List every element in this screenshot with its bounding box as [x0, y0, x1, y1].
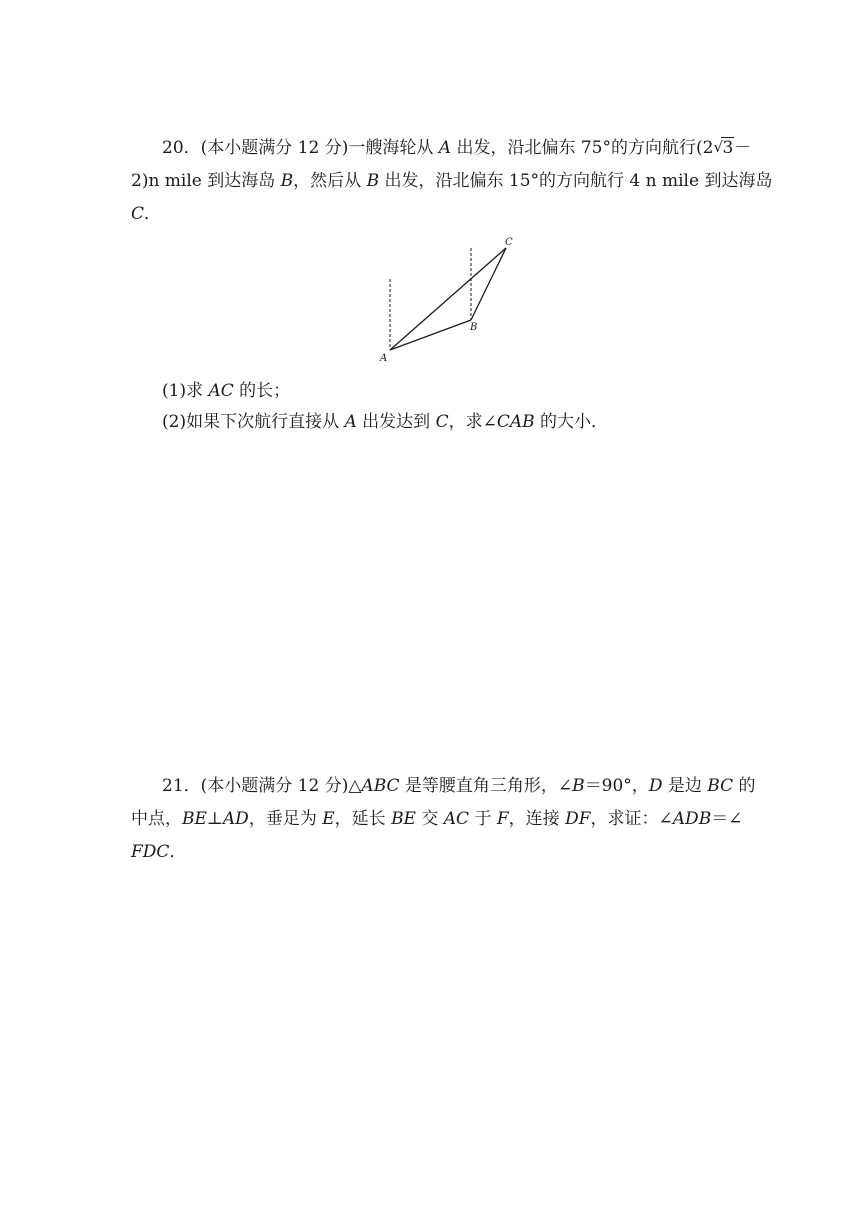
text-run: 2)n mile 到达海岛 [131, 171, 281, 191]
score-note: (本小题满分 12 分)△ [200, 776, 362, 796]
segment-bc [471, 248, 506, 320]
angle-label: CAB [496, 412, 535, 432]
text-run: 中点， [131, 809, 182, 829]
segment-label: BE [391, 809, 416, 829]
question-21-line-3 [131, 836, 729, 869]
segment-label: DF [565, 809, 591, 829]
point-label: B [572, 776, 585, 796]
text-run: ＝90°， [584, 776, 649, 796]
text-run: (1)求 [162, 381, 209, 401]
text-run: 的 [733, 776, 756, 796]
text-run: ． [169, 842, 187, 862]
point-label: A [344, 412, 357, 432]
sqrt-argument: 3 [722, 138, 734, 158]
question-20-line-1 [131, 132, 752, 165]
text-run: ⊥ [206, 809, 223, 829]
sub-question-2 [162, 410, 608, 434]
sqrt-expression [713, 132, 734, 165]
segment-ac [390, 248, 506, 350]
question-21-line-2 [131, 803, 743, 836]
question-20 [131, 132, 773, 231]
label-c: C [505, 237, 513, 248]
text-run: ，求∠ [448, 412, 497, 432]
question-21-line-1 [131, 770, 756, 803]
label-a: A [380, 353, 388, 364]
text-run: 交 [415, 809, 444, 829]
radical-sign: √ [713, 138, 723, 156]
question-21 [131, 770, 756, 869]
point-label: C [131, 204, 145, 224]
text-run: 是边 [662, 776, 708, 796]
label-b: B [470, 322, 478, 333]
text-run: ，垂足为 [248, 809, 323, 829]
segment-label: BE [182, 809, 207, 829]
point-label: A [438, 138, 452, 158]
point-label: C [435, 412, 449, 432]
triangle-label: ABC [361, 776, 400, 796]
segment-label: AC [443, 809, 470, 829]
segment-ab [390, 320, 471, 350]
text-run: ，然后从 [293, 171, 367, 191]
segment-label: AD [222, 809, 249, 829]
question-number: 20． [162, 138, 201, 158]
point-label: D [648, 776, 663, 796]
point-label: F [496, 809, 509, 829]
text-run: 于 [469, 809, 497, 829]
angle-label: FDC [131, 842, 170, 862]
score-note: (本小题满分 12 分)一艘海轮从 [200, 138, 434, 158]
question-20-line-3 [131, 198, 729, 231]
text-run: (2)如果下次航行直接从 [162, 412, 345, 432]
question-20-line-2 [131, 165, 773, 198]
text-run: ，连接 [508, 809, 566, 829]
text-run: 出发，沿北偏东 15°的方向航行 4 n mile 到达海岛 [379, 171, 773, 191]
text-run: ，延长 [334, 809, 392, 829]
text-run: ＝∠ [711, 809, 743, 829]
text-run: 的长； [233, 381, 291, 401]
question-number: 21． [162, 776, 201, 796]
text-run: 的大小． [534, 412, 609, 432]
angle-label: ADB [672, 809, 712, 829]
text-run: ． [144, 204, 162, 224]
point-label: E [322, 809, 335, 829]
navigation-figure [370, 232, 520, 368]
point-label: B [366, 171, 380, 191]
segment-label: BC [707, 776, 734, 796]
sub-question-1 [162, 379, 290, 403]
text-run: ，求证：∠ [590, 809, 673, 829]
point-label: B [280, 171, 294, 191]
text-run: 是等腰直角三角形，∠ [399, 776, 573, 796]
segment-label: AC [208, 381, 234, 401]
text-run: 出发达到 [356, 412, 436, 432]
text-run: － [734, 138, 752, 158]
text-run: 出发，沿北偏东 75°的方向航行(2 [451, 138, 714, 158]
